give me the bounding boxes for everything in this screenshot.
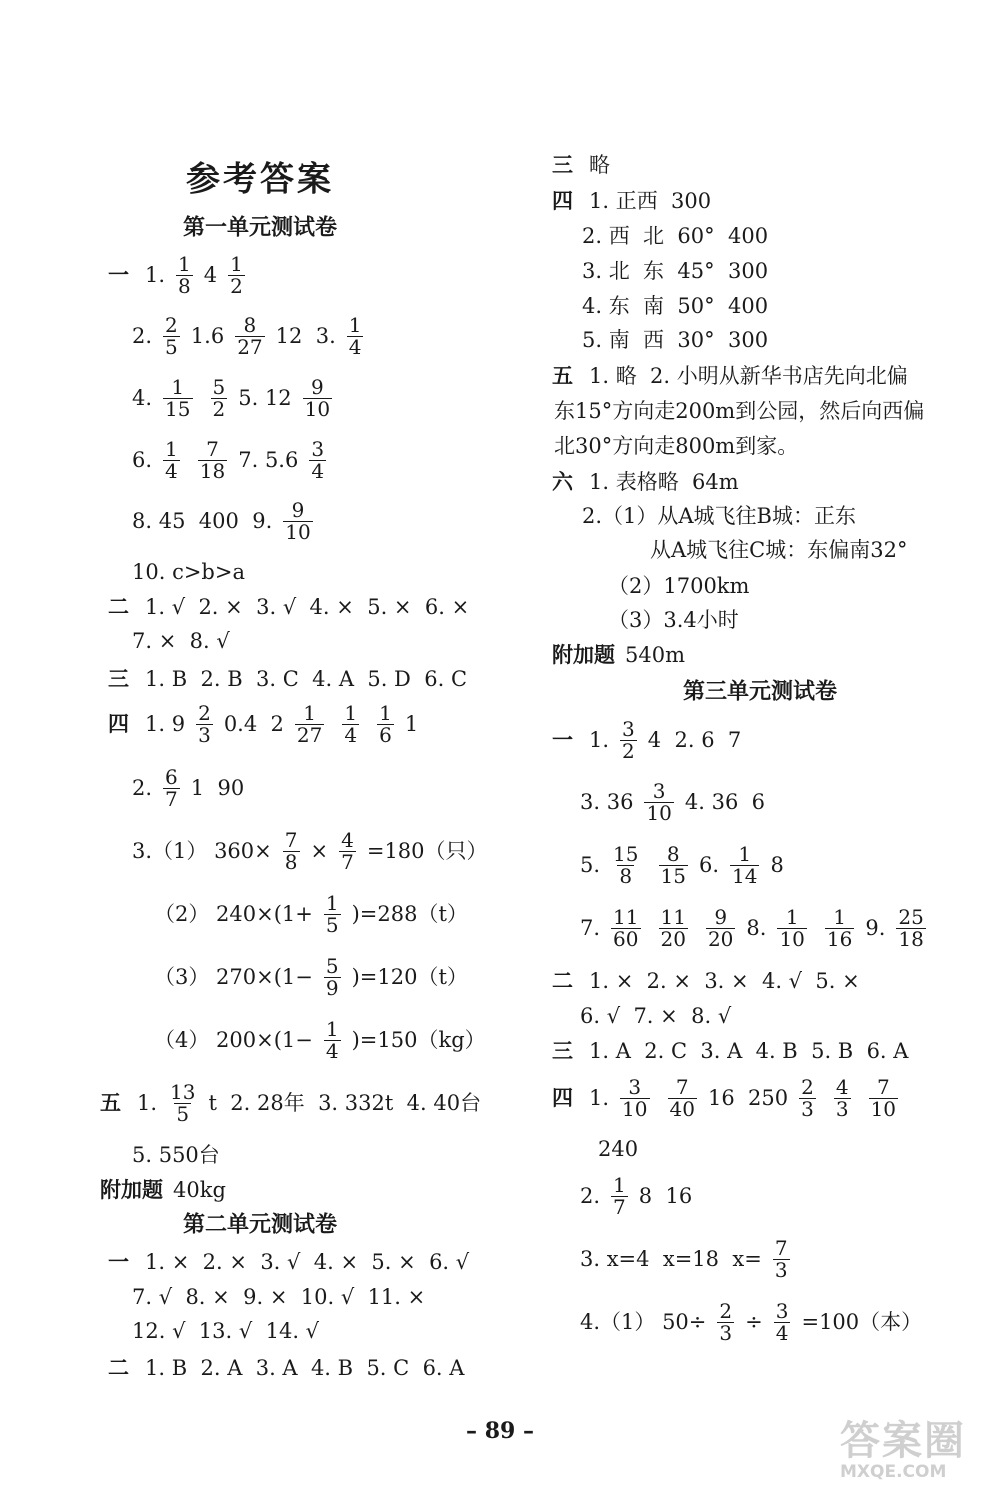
fraction-numerator: 2 (165, 313, 178, 338)
fraction-numerator: 5 (212, 375, 226, 400)
answer-text: 8 (770, 853, 784, 877)
fraction-numerator: 1 (379, 701, 392, 726)
fraction (730, 844, 759, 886)
answer-line (108, 701, 420, 747)
question-group-label: 二 (552, 968, 573, 993)
answer-text: 9. (865, 916, 886, 940)
section-title-unit3: 第三单元测试卷 (682, 678, 837, 705)
fraction-denominator: 4 (325, 1038, 339, 1063)
answer-line (578, 905, 935, 951)
answer-text: 3.（1） 360× (132, 839, 272, 863)
answer-line (130, 765, 246, 811)
fraction-numerator: 1 (171, 375, 185, 400)
answer-line (552, 963, 862, 999)
fraction-numerator: 1 (230, 252, 243, 277)
fraction (347, 315, 364, 357)
fraction-denominator: 4 (165, 458, 178, 483)
answer-text: 1. 略 2. 小明从新华书店先向北偏 (589, 364, 908, 388)
answer-text: 北30°方向走800m到家。 (554, 434, 799, 458)
fraction (620, 719, 637, 761)
fraction-denominator: 15 (660, 863, 686, 888)
answer-text: 3. 北 东 45° 300 (582, 259, 769, 283)
answer-line (580, 288, 770, 324)
fraction-denominator: 10 (870, 1096, 897, 1121)
fraction-denominator: 18 (199, 458, 226, 483)
answer-line (552, 393, 926, 429)
fraction (659, 844, 688, 886)
fraction-numerator: 2 (719, 1299, 733, 1324)
fraction (295, 703, 324, 745)
fraction (163, 439, 180, 481)
answer-text: 1.6 (190, 324, 225, 348)
fraction (211, 377, 228, 419)
fraction-denominator: 2 (230, 273, 243, 298)
fraction-denominator: 3 (719, 1320, 733, 1345)
answer-text: 5. 550台 (132, 1143, 220, 1167)
fraction (644, 781, 673, 823)
fraction (706, 907, 735, 949)
fraction-denominator: 10 (779, 926, 805, 951)
answer-text: 1. 正西 300 (589, 189, 712, 213)
answer-text: 240 (598, 1137, 639, 1161)
answer-line (130, 1279, 427, 1315)
answer-text: )=288（t） (351, 902, 468, 926)
fraction (176, 254, 193, 296)
question-group-label: 三 (552, 152, 573, 177)
fraction-numerator: 3 (775, 1299, 789, 1324)
answer-text: 从A城飞往C城：东偏南32° (650, 538, 908, 562)
answer-text: 1. √ 2. × 3. √ 4. × 5. × 6. × (145, 595, 470, 619)
answer-line (152, 954, 470, 1000)
answer-text: =100（本） (801, 1310, 923, 1334)
fraction-numerator: 3 (311, 437, 325, 462)
answer-line (552, 183, 713, 219)
fraction (668, 1077, 697, 1119)
answer-text: （4） 200×(1− (154, 1028, 313, 1052)
fraction-numerator: 1 (785, 905, 799, 930)
fraction (163, 377, 192, 419)
fraction (324, 893, 341, 935)
fraction-numerator: 1 (344, 701, 358, 726)
fraction-numerator: 8 (243, 313, 257, 338)
fraction (228, 254, 245, 296)
answer-line (552, 1033, 910, 1069)
page-title: 参考答案 (186, 159, 334, 200)
question-group-label: 三 (552, 1038, 573, 1063)
answer-line (130, 437, 335, 483)
answer-text: 1. × 2. × 3. × 4. √ 5. × (589, 969, 860, 993)
answer-line (648, 532, 909, 568)
answer-text: 7. √ 8. × 9. × 10. √ 11. × (132, 1285, 426, 1309)
answer-text: 2.（1）从A城飞往B城：正东 (582, 504, 856, 528)
fraction (163, 767, 180, 809)
fraction-numerator: 7 (876, 1075, 890, 1100)
fraction-numerator: 3 (622, 717, 635, 742)
answer-line (100, 1172, 228, 1208)
fraction-numerator: 15 (613, 842, 639, 867)
answer-text: t 2. 28年 3. 332t 4. 40台 (208, 1091, 482, 1115)
fraction-denominator: 40 (669, 1096, 695, 1121)
answer-text: 3. 36 (580, 790, 634, 814)
answer-line (108, 1350, 466, 1386)
answer-text: )=120（t） (351, 965, 468, 989)
answer-text: 4.（1） 50÷ (580, 1310, 707, 1334)
fraction-numerator: 2 (801, 1075, 814, 1100)
answer-text: =180（只） (366, 839, 488, 863)
fraction (659, 907, 688, 949)
answer-line (100, 1080, 483, 1126)
fraction-denominator: 2 (622, 738, 635, 763)
answer-text: )=150（kg） (351, 1028, 486, 1052)
answer-text: 1. (589, 728, 610, 752)
fraction-denominator: 10 (622, 1096, 648, 1121)
fraction-denominator: 4 (344, 722, 358, 747)
fraction-numerator: 9 (311, 375, 324, 400)
fraction-numerator: 1 (833, 905, 846, 930)
question-group-label: 附加题 (100, 1177, 163, 1202)
fraction (342, 703, 359, 745)
fraction (168, 1082, 197, 1124)
answer-text: 540m (625, 643, 685, 667)
fraction (303, 377, 332, 419)
answer-line (578, 1299, 924, 1345)
answer-text: 4. (132, 386, 153, 410)
fraction-denominator: 5 (325, 912, 339, 937)
fraction-denominator: 27 (237, 334, 263, 359)
answer-text: 东15°方向走200m到公园，然后向西偏 (554, 399, 925, 423)
fraction-numerator: 9 (291, 498, 305, 523)
answer-text: 16 250 (707, 1086, 789, 1110)
answer-text: 7. (580, 916, 601, 940)
watermark-logo (840, 1420, 990, 1490)
question-group-label: 四 (108, 711, 129, 736)
fraction-denominator: 10 (304, 396, 331, 421)
fraction-numerator: 1 (348, 313, 362, 338)
fraction (717, 1301, 734, 1343)
question-group-label: 二 (108, 1355, 129, 1380)
answer-line (130, 623, 232, 659)
answer-line (578, 998, 733, 1034)
question-group-label: 二 (108, 594, 129, 619)
answer-line (580, 498, 858, 534)
answer-text: 1. A 2. C 3. A 4. B 5. B 6. A (589, 1039, 909, 1063)
answer-text: 2. (132, 324, 153, 348)
fraction-denominator: 10 (646, 800, 672, 825)
fraction-denominator: 15 (165, 396, 191, 421)
question-group-label: 五 (100, 1090, 121, 1115)
answer-line (596, 1131, 640, 1167)
answer-text: 1 (404, 712, 419, 736)
answer-text: （3）3.4小时 (608, 608, 739, 632)
fraction-numerator: 7 (675, 1075, 689, 1100)
answer-text: 1. B 2. A 3. A 4. B 5. C 6. A (145, 1356, 465, 1380)
answer-text: ÷ (745, 1310, 763, 1334)
answer-text: 6. (132, 448, 153, 472)
answer-text: 1. (145, 263, 166, 287)
answer-line (152, 1017, 488, 1063)
fraction-numerator: 1 (165, 437, 178, 462)
answer-text: 8. (746, 916, 767, 940)
answer-text: 6. (698, 853, 719, 877)
fraction-numerator: 5 (325, 954, 339, 979)
answer-text: （2） 240×(1+ (154, 902, 313, 926)
answer-line (552, 147, 612, 183)
fraction-denominator: 3 (801, 1096, 814, 1121)
answer-text: 略 (589, 153, 610, 177)
fraction (283, 500, 312, 542)
answer-text: 7. × 8. √ (132, 629, 230, 653)
fraction-numerator: 7 (774, 1236, 788, 1261)
question-group-label: 附加题 (552, 642, 615, 667)
fraction (869, 1077, 898, 1119)
answer-text: 8. 45 400 9. (132, 509, 273, 533)
answer-line (552, 464, 741, 500)
fraction-denominator: 27 (296, 722, 323, 747)
fraction-numerator: 4 (341, 828, 354, 853)
answer-text: 1. (137, 1091, 158, 1115)
fraction-denominator: 20 (660, 926, 686, 951)
fraction (777, 907, 806, 949)
fraction-numerator: 1 (325, 891, 339, 916)
fraction-denominator: 4 (775, 1320, 789, 1345)
answer-line (578, 1236, 799, 1282)
fraction (896, 907, 925, 949)
fraction-denominator: 3 (774, 1257, 788, 1282)
answer-text: 4 (203, 263, 218, 287)
answer-text: 2. 西 北 60° 400 (582, 224, 769, 248)
fraction-denominator: 20 (707, 926, 734, 951)
fraction-denominator: 8 (619, 863, 633, 888)
fraction (309, 439, 326, 481)
answer-text: 4. 36 6 (684, 790, 766, 814)
fraction-denominator: 10 (285, 519, 311, 544)
answer-line (130, 1137, 222, 1173)
question-group-label: 一 (108, 1249, 129, 1274)
answer-line (108, 1244, 471, 1280)
fraction (377, 703, 394, 745)
fraction-denominator: 5 (165, 334, 178, 359)
fraction-denominator: 8 (284, 849, 298, 874)
answer-line (108, 661, 469, 697)
answer-text: 5. (580, 853, 601, 877)
fraction (611, 907, 640, 949)
answer-text: 2. (580, 1184, 601, 1208)
fraction (799, 1077, 816, 1119)
fraction-numerator: 9 (714, 905, 728, 930)
answer-text: 6. √ 7. × 8. √ (580, 1004, 732, 1028)
answer-text: 5. 12 (238, 386, 292, 410)
question-group-label: 一 (108, 262, 129, 287)
answer-line (130, 828, 490, 874)
answer-text: 1. 9 (145, 712, 186, 736)
watermark-chars: 答案圈 (840, 1418, 966, 1464)
answer-text: 1. 表格略 64m (589, 470, 739, 494)
answer-line (130, 554, 247, 590)
fraction (825, 907, 854, 949)
fraction (611, 1175, 628, 1217)
answer-line (152, 891, 470, 937)
fraction (163, 315, 180, 357)
fraction-numerator: 2 (198, 701, 211, 726)
answer-line (578, 1173, 694, 1219)
question-group-label: 四 (552, 188, 573, 213)
answer-line (580, 218, 770, 254)
answer-line (580, 322, 770, 358)
fraction-numerator: 11 (613, 905, 639, 930)
answer-text: （3） 270×(1− (154, 965, 313, 989)
question-group-label: 六 (552, 469, 573, 494)
answer-line (130, 375, 341, 421)
fraction-numerator: 1 (325, 1017, 339, 1042)
fraction-numerator: 1 (178, 252, 191, 277)
fraction-denominator: 7 (341, 849, 354, 874)
fraction-numerator: 8 (666, 842, 680, 867)
fraction (198, 439, 227, 481)
answer-text: 1. × 2. × 3. √ 4. × 5. × 6. √ (145, 1250, 470, 1274)
fraction (196, 703, 213, 745)
fraction (620, 1077, 649, 1119)
fraction-numerator: 3 (628, 1075, 642, 1100)
question-group-label: 四 (552, 1085, 573, 1110)
answer-text: 4. 东 南 50° 400 (582, 294, 769, 318)
fraction (324, 956, 341, 998)
fraction-denominator: 18 (898, 926, 924, 951)
answer-text: 1. B 2. B 3. C 4. A 5. D 6. C (145, 667, 468, 691)
fraction (283, 830, 300, 872)
answer-line (552, 717, 743, 763)
fraction-numerator: 1 (303, 701, 317, 726)
fraction-numerator: 6 (165, 765, 178, 790)
fraction-numerator: 7 (206, 437, 219, 462)
fraction-numerator: 3 (652, 779, 666, 804)
answer-line (130, 1313, 321, 1349)
fraction-numerator: 13 (170, 1080, 196, 1105)
answer-text: × (310, 839, 329, 863)
answer-text: 12. √ 13. √ 14. √ (132, 1319, 320, 1343)
fraction-denominator: 6 (379, 722, 392, 747)
fraction-denominator: 7 (613, 1194, 626, 1219)
answer-text: 12 3. (275, 324, 336, 348)
answer-line (552, 637, 687, 673)
right-column (520, 0, 1000, 1493)
fraction-numerator: 25 (898, 905, 924, 930)
fraction-numerator: 7 (284, 828, 298, 853)
answer-line (130, 313, 372, 359)
answer-line (552, 1075, 907, 1121)
answer-text: 1. (589, 1086, 610, 1110)
fraction (611, 844, 640, 886)
watermark-url: MXQE.COM (840, 1462, 947, 1482)
fraction-denominator: 9 (325, 975, 339, 1000)
fraction-denominator: 3 (835, 1096, 849, 1121)
answer-line (130, 498, 322, 544)
answer-line (578, 842, 786, 888)
page-number: – 89 – (466, 1418, 534, 1444)
answer-text: （2）1700km (608, 574, 750, 598)
answer-text: 40kg (173, 1178, 226, 1202)
answer-line (552, 428, 800, 464)
answer-text: 5. 南 西 30° 300 (582, 328, 769, 352)
fraction-denominator: 3 (198, 722, 211, 747)
fraction-numerator: 1 (613, 1173, 626, 1198)
answer-text: 4 2. 6 7 (647, 728, 742, 752)
answer-line (108, 252, 254, 298)
fraction-denominator: 4 (311, 458, 325, 483)
fraction (324, 1019, 341, 1061)
question-group-label: 五 (552, 363, 573, 388)
fraction (235, 315, 264, 357)
answer-line (606, 568, 751, 604)
fraction-numerator: 4 (835, 1075, 849, 1100)
answer-text: 2. (132, 776, 153, 800)
answer-text: 7. 5.6 (238, 448, 299, 472)
question-group-label: 三 (108, 666, 129, 691)
answer-line (578, 779, 767, 825)
answer-text: 8 16 (638, 1184, 693, 1208)
question-group-label: 一 (552, 727, 573, 752)
answer-line (552, 358, 910, 394)
fraction-denominator: 5 (176, 1101, 190, 1126)
answer-text: 3. x=4 x=18 x= (580, 1247, 762, 1271)
fraction-denominator: 4 (348, 334, 362, 359)
fraction-numerator: 11 (660, 905, 686, 930)
section-title-unit1: 第一单元测试卷 (182, 214, 337, 241)
fraction-denominator: 60 (613, 926, 639, 951)
answer-text: 1 90 (190, 776, 245, 800)
section-title-unit2: 第二单元测试卷 (182, 1211, 337, 1238)
fraction-denominator: 2 (212, 396, 226, 421)
fraction (773, 1238, 790, 1280)
answer-line (580, 253, 770, 289)
fraction-denominator: 8 (178, 273, 191, 298)
fraction-denominator: 7 (165, 786, 178, 811)
fraction-denominator: 16 (826, 926, 853, 951)
answer-line (108, 589, 471, 625)
fraction-numerator: 1 (738, 842, 752, 867)
answer-text: 0.4 2 (223, 712, 284, 736)
fraction (834, 1077, 851, 1119)
fraction-denominator: 14 (732, 863, 758, 888)
answer-text: 10. c>b>a (132, 560, 245, 584)
fraction (339, 830, 356, 872)
answer-line (606, 602, 741, 638)
fraction (774, 1301, 791, 1343)
